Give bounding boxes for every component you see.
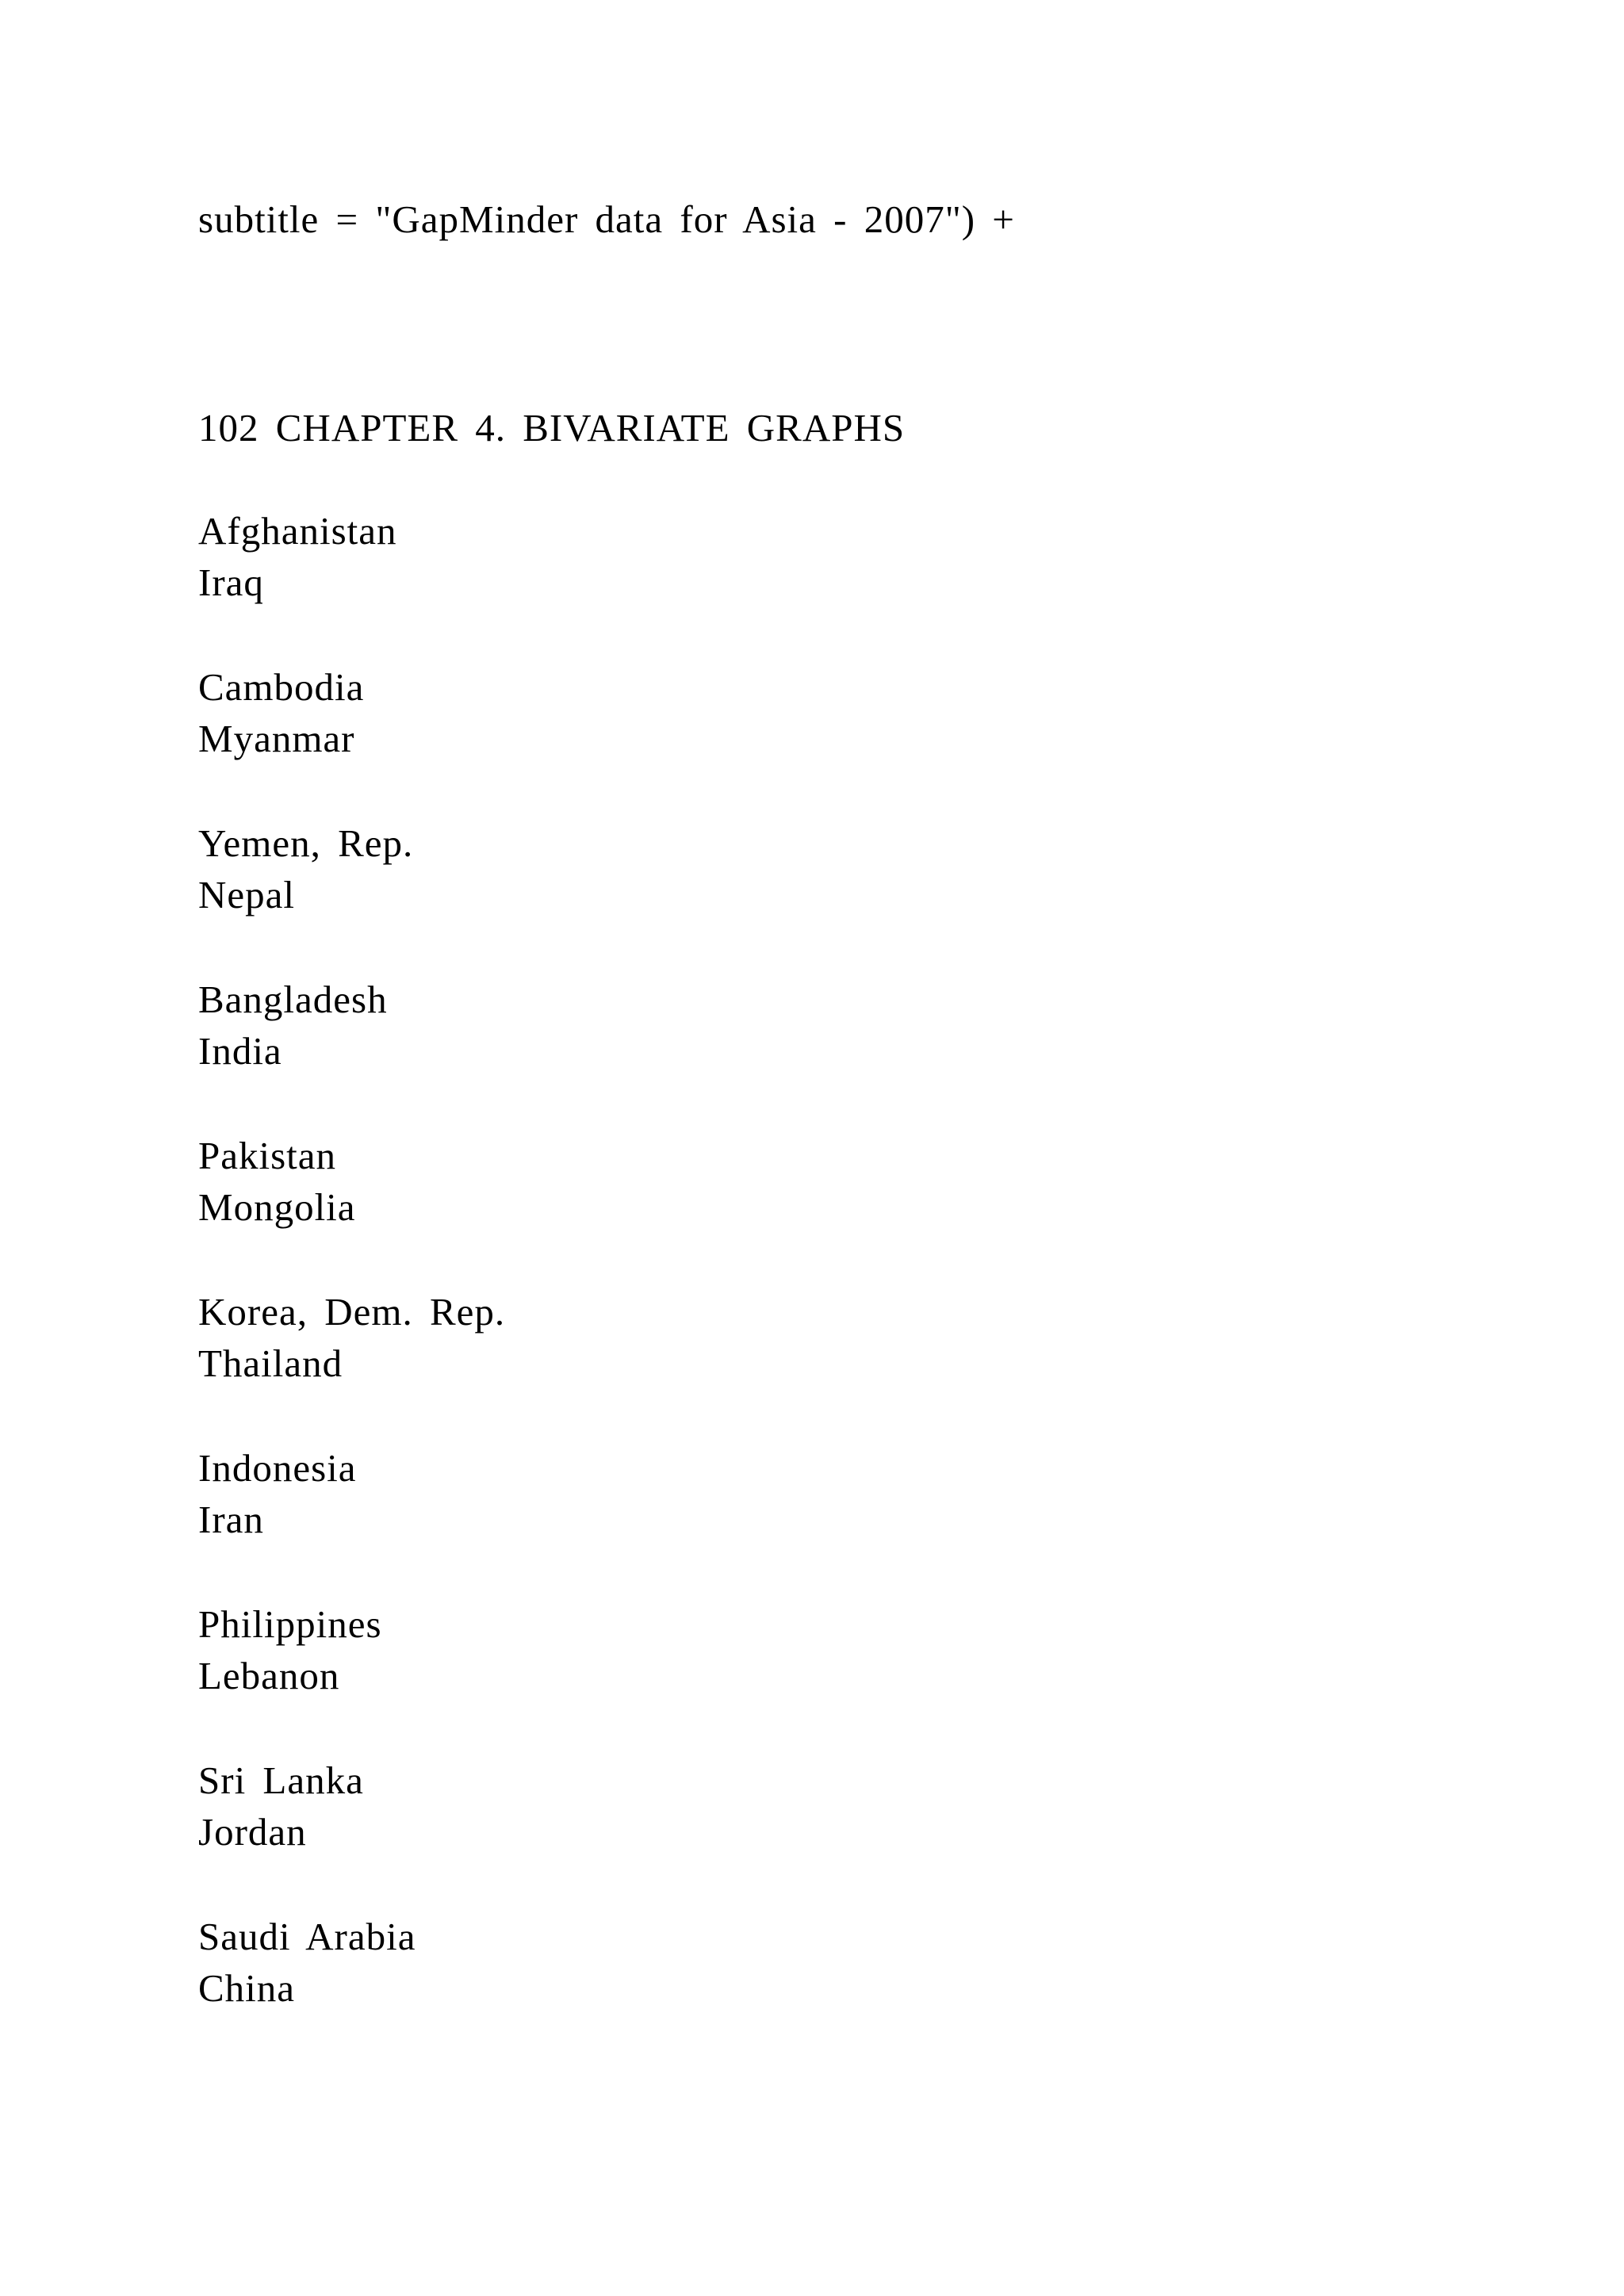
country-label: Philippines: [198, 1602, 382, 1646]
country-label: Jordan: [198, 1810, 307, 1854]
country-label: Yemen, Rep.: [198, 821, 414, 865]
country-label: China: [198, 1966, 296, 2010]
country-label: Pakistan: [198, 1134, 337, 1177]
country-label: Saudi Arabia: [198, 1915, 416, 1958]
code-line: subtitle = "GapMinder data for Asia - 2007") +: [198, 197, 1015, 241]
country-label: Mongolia: [198, 1185, 356, 1229]
country-label: Korea, Dem. Rep.: [198, 1290, 506, 1334]
country-label: Sri Lanka: [198, 1758, 364, 1802]
country-label: Bangladesh: [198, 978, 388, 1021]
country-label: Afghanistan: [198, 509, 397, 553]
country-label: Lebanon: [198, 1654, 340, 1697]
country-label: Thailand: [198, 1341, 343, 1385]
page-header: 102 CHAPTER 4. BIVARIATE GRAPHS: [198, 406, 906, 450]
country-label: Iraq: [198, 561, 264, 604]
country-label: Cambodia: [198, 665, 365, 709]
country-label: India: [198, 1029, 282, 1073]
country-label: Myanmar: [198, 717, 355, 760]
country-label: Indonesia: [198, 1446, 357, 1490]
country-label: Iran: [198, 1498, 264, 1541]
country-label: Nepal: [198, 873, 295, 916]
